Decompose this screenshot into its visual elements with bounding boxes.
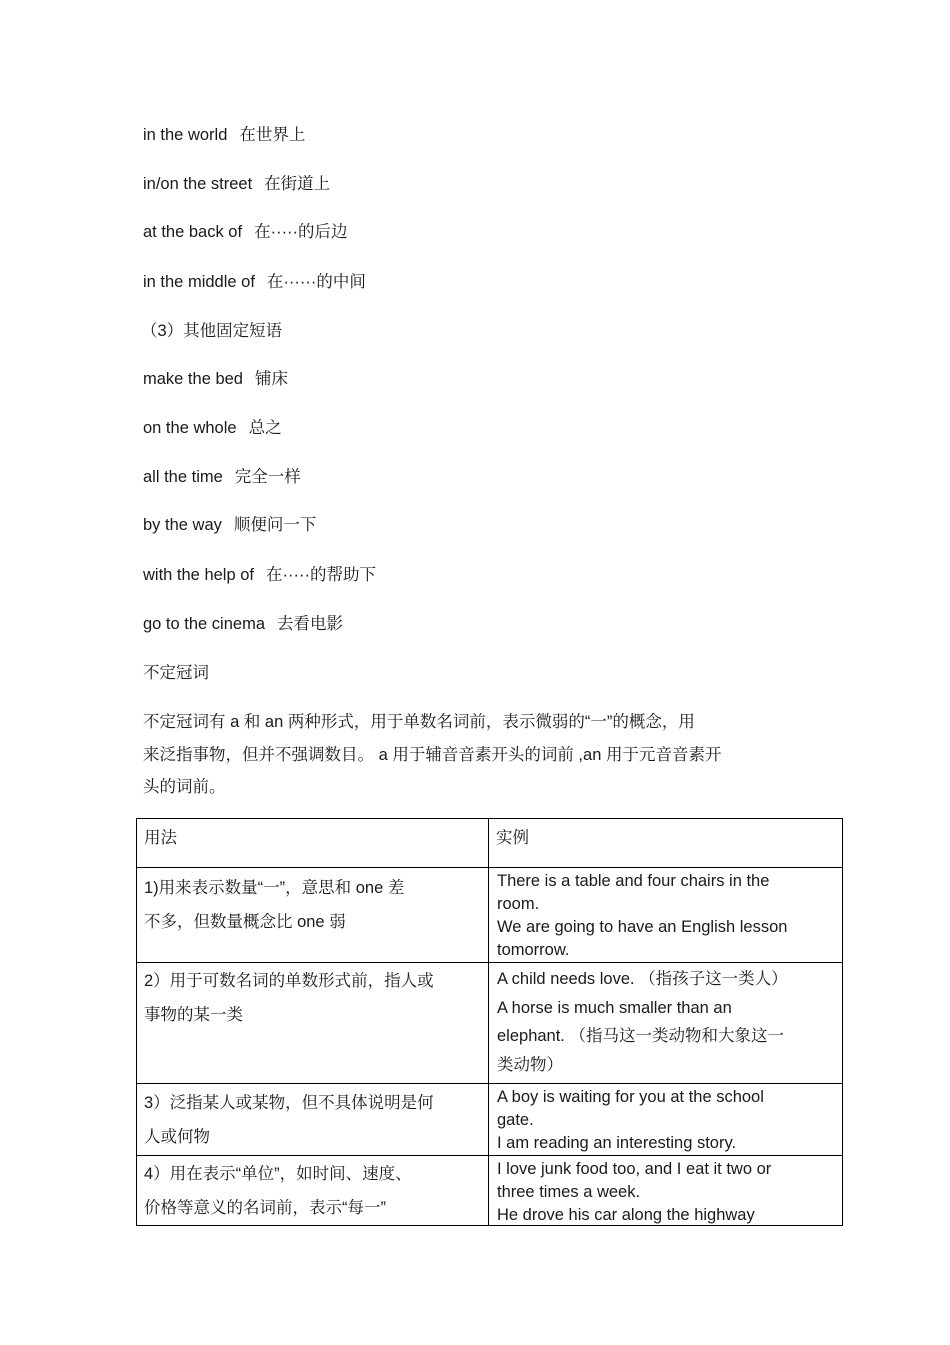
phrase-english: all the time (143, 468, 223, 486)
usage-table (136, 818, 843, 1226)
example-text: room. (497, 895, 540, 913)
usage-cell (137, 868, 489, 963)
phrase-chinese: 在······的中间 (266, 273, 366, 291)
phrase-chinese: 在世界上 (239, 126, 306, 144)
phrase-english: at the back of (143, 223, 243, 241)
header-example: 实例 (496, 829, 529, 847)
phrase-line (143, 564, 376, 586)
phrase-english: on the whole (143, 419, 237, 437)
phrase-line (143, 124, 305, 146)
phrase-english: in the middle of (143, 273, 255, 291)
example-text: I am reading an interesting story. (497, 1134, 737, 1152)
phrase-line (143, 466, 301, 488)
example-text: There is a table and four chairs in the (497, 872, 770, 890)
phrase-chinese: 在街道上 (264, 175, 331, 193)
example-text: gate. (497, 1111, 534, 1129)
example-cell (489, 963, 843, 1084)
usage-text: 事物的某一类 (144, 1006, 243, 1024)
example-text: I love junk food too, and I eat it two or (497, 1160, 772, 1178)
example-text: tomorrow. (497, 941, 570, 959)
phrase-chinese: 完全一样 (234, 468, 301, 486)
usage-text: 价格等意义的名词前，表示“每一” (144, 1199, 386, 1217)
phrase-line (143, 417, 282, 439)
phrase-chinese: 在·····的帮助下 (266, 566, 376, 584)
phrase-line (143, 514, 316, 536)
phrase-english: go to the cinema (143, 615, 265, 633)
phrase-line (143, 368, 288, 390)
usage-text: 人或何物 (144, 1128, 210, 1146)
usage-text: 不多，但数量概念比 one 弱 (144, 913, 346, 931)
table-row (137, 1084, 843, 1156)
phrase-english: by the way (143, 516, 222, 534)
intro-paragraph (143, 706, 813, 804)
paragraph-line: 来泛指事物，但并不强调数目。 a 用于辅音音素开头的词前 ,an 用于元音音素开 (143, 745, 722, 764)
usage-cell (137, 963, 489, 1084)
example-text: elephant. （指马这一类动物和大象这一 (497, 1027, 784, 1045)
phrase-chinese: 总之 (248, 419, 282, 437)
phrase-line (143, 173, 330, 195)
phrase-chinese: 顺便问一下 (233, 516, 317, 534)
phrase-english: with the help of (143, 566, 254, 584)
example-text: A boy is waiting for you at the school (497, 1088, 764, 1106)
indefinite-article-title: 不定冠词 (143, 664, 209, 682)
usage-text: 1)用来表示数量“一”，意思和 one 差 (144, 879, 405, 897)
phrase-english: make the bed (143, 370, 243, 388)
table-header-cell (137, 819, 489, 868)
phrase-chinese: 去看电影 (277, 615, 343, 633)
header-usage: 用法 (144, 829, 177, 847)
example-text: 类动物） (497, 1055, 563, 1074)
usage-text: 2）用于可数名词的单数形式前，指人或 (144, 972, 434, 990)
phrase-line (143, 221, 348, 243)
paragraph-line: 头的词前。 (143, 778, 226, 796)
example-text: A child needs love. （指孩子这一类人） (497, 970, 788, 988)
example-text: three times a week. (497, 1183, 641, 1201)
table-header-cell (489, 819, 843, 868)
paragraph-line: 不定冠词有 a 和 an 两种形式，用于单数名词前，表示微弱的“一”的概念，用 (143, 713, 695, 731)
example-cell (489, 1084, 843, 1156)
example-cell (489, 1156, 843, 1226)
table-row (137, 1156, 843, 1226)
phrase-chinese: 铺床 (254, 370, 288, 388)
usage-cell (137, 1084, 489, 1156)
example-cell (489, 868, 843, 963)
usage-text: 3）泛指某人或某物，但不具体说明是何 (144, 1094, 434, 1112)
table-row (137, 963, 843, 1084)
phrase-chinese: 在·····的后边 (254, 223, 348, 241)
phrase-line (143, 271, 366, 293)
phrase-english: in/on the street (143, 175, 253, 193)
table-header-row (137, 819, 843, 868)
phrase-line (143, 613, 343, 635)
usage-cell (137, 1156, 489, 1226)
example-text: A horse is much smaller than an (497, 998, 732, 1017)
example-text: He drove his car along the highway (497, 1206, 755, 1224)
example-text: We are going to have an English lesson (497, 918, 788, 936)
section-heading: （3）其他固定短语 (141, 322, 283, 340)
phrase-english: in the world (143, 126, 228, 144)
usage-text: 4）用在表示“单位”，如时间、速度、 (144, 1165, 412, 1183)
table-row (137, 868, 843, 963)
